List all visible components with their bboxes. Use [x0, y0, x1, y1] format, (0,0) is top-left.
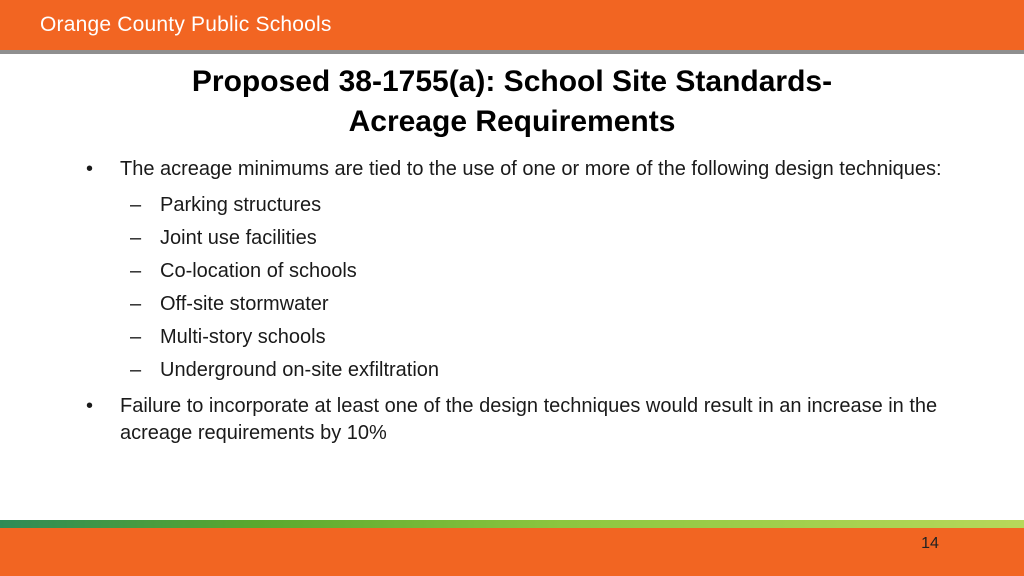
sub-bullet-text: Parking structures [160, 194, 322, 216]
slide-title-line-2: Acreage Requirements [348, 105, 676, 138]
sub-bullet-item [84, 354, 964, 387]
sub-bullet-item [84, 255, 964, 288]
dash-mark: – [130, 194, 142, 216]
slide-title [60, 62, 964, 142]
sub-bullet-text: Co-location of schools [160, 260, 357, 282]
bullet-mark: • [86, 158, 94, 180]
dash-mark: – [130, 260, 142, 282]
slide-body [84, 156, 964, 447]
sub-bullet-text: Underground on-site exfiltration [160, 359, 440, 381]
organization-name: Orange County Public Schools [40, 13, 332, 36]
dash-mark: – [130, 293, 142, 315]
bullet-item-2 [84, 393, 964, 447]
dash-mark: – [130, 227, 142, 249]
sub-bullet-item [84, 288, 964, 321]
sub-bullet-text: Off-site stormwater [160, 293, 329, 315]
sub-bullet-item [84, 189, 964, 222]
bullet-item-1 [84, 156, 964, 183]
bullet-text: Failure to incorporate at least one of the design techniques would result in an increase in the acreage requirements by 10% [120, 395, 938, 444]
sub-bullet-text: Multi-story schools [160, 326, 326, 348]
bullet-text: The acreage minimums are tied to the use of one or more of the following design techniques: [120, 158, 942, 180]
footer-accent-stripe [0, 520, 1024, 528]
sub-bullet-text: Joint use facilities [160, 227, 317, 249]
sub-bullet-item [84, 321, 964, 354]
dash-mark: – [130, 326, 142, 348]
bullet-mark: • [86, 395, 94, 417]
slide-title-line-1: Proposed 38-1755(a): School Site Standards- [191, 65, 833, 98]
sub-bullet-item [84, 222, 964, 255]
page-number: 14 [921, 535, 939, 552]
sub-bullet-list [84, 189, 964, 387]
header-divider [0, 50, 1024, 54]
footer-bar [0, 528, 1024, 576]
dash-mark: – [130, 359, 142, 381]
